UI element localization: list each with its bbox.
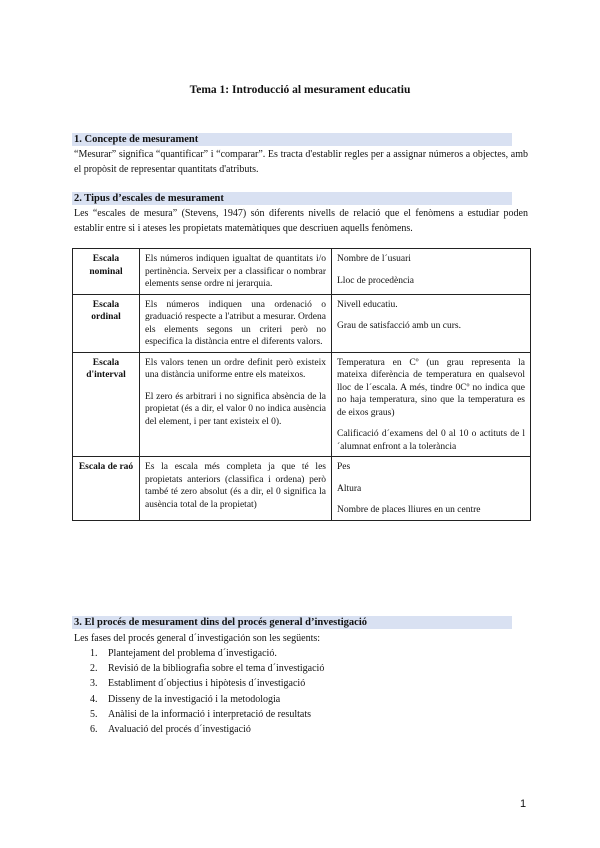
example-item: Lloc de procedència — [337, 275, 415, 286]
scale-name: Escala ordinal — [73, 294, 140, 352]
list-item — [74, 646, 324, 661]
section-1-heading: 1. Concepte de mesurament — [72, 133, 512, 146]
example-item: Calificació d´examens del 0 al 10 o actituts de l´alumnat enfront a la tolerància — [337, 429, 525, 452]
list-number: 3. — [90, 678, 98, 690]
list-item — [74, 722, 324, 737]
section-3-heading: 3. El procés de mesurament dins del procés general d’investigació — [72, 616, 512, 629]
list-text: Establiment d´objectius i hipòtesis d´investigació — [108, 678, 306, 690]
list-number: 1. — [90, 648, 98, 659]
list-item — [74, 661, 324, 676]
example-item: Temperatura en Cº (un grau representa la mateixa diferència de temperatura en qualsevol lloc de l´escala. A més, tindre 0Cº no indica que no haja temperatura, sino que la temperatura es de eixos graus) — [337, 357, 525, 418]
table-row — [73, 352, 531, 457]
scale-examples — [332, 249, 531, 295]
document-title: Tema 1: Introducció al mesurament educatiu — [189, 84, 411, 96]
description-paragraph: Els números indiquen igualtat de quantitats i/o pertinència. Serveix per a classificar o nombrar elements sense ordre ni jerarquia. — [145, 254, 326, 289]
example-item: Nombre de places lliures en un centre — [337, 505, 481, 515]
scale-examples — [332, 457, 531, 521]
phases-list — [74, 646, 324, 737]
section-2-text: Les “escales de mesura” (Stevens, 1947) són diferents nivells de relació que el fenòmens a estudiar poden establir entre si i ateses les propietats matemàtiques que descriuen aquells fenòmens. — [74, 208, 528, 234]
section-3-intro: Les fases del procés general d´investigación son les següents: — [74, 633, 321, 644]
example-item: Altura — [337, 483, 362, 494]
scale-name: Escala de raó — [73, 457, 140, 521]
example-item: Nombre de l´usuari — [337, 254, 411, 264]
list-item — [74, 676, 324, 691]
list-item — [74, 692, 324, 707]
scale-name: Escala d'interval — [73, 352, 140, 457]
description-paragraph: El zero és arbitrari i no significa absència de la propietat (és a dir, el valor 0 no indica ausència del element, i per tant existeix el 0). — [145, 391, 326, 427]
scale-description — [140, 352, 332, 457]
description-paragraph: Es la escala més completa ja que té les propietats anteriors (classifica i ordena) però també té zero absolut (és a dir, el 0 significa la ausència total de la propietat) — [145, 462, 326, 510]
scale-examples — [332, 294, 531, 352]
description-paragraph: Els valors tenen un ordre definit però existeix una distància uniforme entre els mateixos. — [145, 357, 326, 380]
list-number: 6. — [90, 724, 98, 736]
list-text: Plantejament del problema d´investigació. — [108, 648, 277, 659]
example-item: Grau de satisfacció amb un curs. — [337, 321, 461, 331]
list-number: 2. — [90, 663, 98, 675]
scales-table — [72, 248, 531, 521]
list-text: Anàlisi de la informació i interpretació de resultats — [108, 708, 311, 720]
scale-description — [140, 249, 332, 295]
list-item — [74, 707, 324, 722]
table-row — [73, 457, 531, 521]
list-text: Disseny de la investigació i la metodologia — [108, 693, 281, 705]
scale-examples — [332, 352, 531, 457]
list-text: Avaluació del procés d´investigació — [108, 724, 251, 736]
page-number: 1 — [520, 798, 527, 810]
scale-description — [140, 294, 332, 352]
table-row — [73, 294, 531, 352]
list-number: 4. — [90, 693, 98, 705]
scale-name: Escala nominal — [73, 249, 140, 295]
example-item: Nivell educatiu. — [337, 299, 398, 310]
list-number: 5. — [90, 708, 98, 720]
example-item: Pes — [337, 462, 351, 472]
table-row — [73, 249, 531, 295]
list-text: Revisió de la bibliografia sobre el tema d´investigació — [108, 663, 325, 675]
description-paragraph: Els números indiquen una ordenació o graduació respecte a l'atribut a mesurar. Ordena els elements segons un criteri però no especifica la distància entre el diferents valors. — [145, 299, 326, 347]
section-2-heading: 2. Tipus d’escales de mesurament — [72, 192, 512, 205]
section-1-text: “Mesurar” significa “quantificar” i “comparar”. Es tracta d'establir regles per a assignar números a objectes, amb el propòsit de representar quantitats d'atributs. — [74, 149, 528, 175]
scale-description — [140, 457, 332, 521]
